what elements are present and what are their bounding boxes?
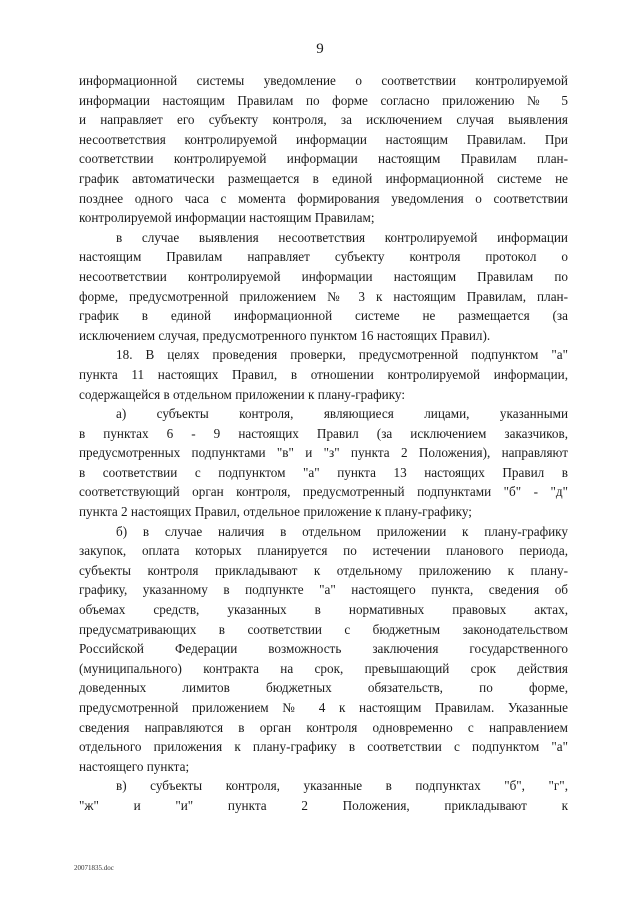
text-line: форме, предусмотренной приложением № 3 к настоящим Правилам, план- xyxy=(79,288,568,304)
text-line: в соответствии с подпунктом "а" пункта 13 настоящих Правил в xyxy=(79,464,568,480)
text-line: график в единой информационной системе не размещается (за xyxy=(79,308,568,324)
text-line: и направляет его субъекту контроля, за исключением случая выявления xyxy=(79,112,568,128)
text-line: пункта 11 настоящих Правил, в отношении контролируемой информации, xyxy=(79,366,568,382)
text-line: график автоматически размещается в единой информационной системе не xyxy=(79,170,568,186)
page-number: 9 xyxy=(316,41,324,57)
text-line: исключением случая, предусмотренного пунктом 16 настоящих Правил). xyxy=(79,327,491,343)
text-line: субъекты контроля прикладывают к отдельному приложению к плану- xyxy=(79,562,568,578)
text-line: информационной системы уведомление о соответствии контролируемой xyxy=(79,73,568,88)
paragraph xyxy=(79,228,568,346)
text-line: позднее одного часа с момента формирования уведомления о соответствии xyxy=(79,190,568,206)
text-line: несоответствии контролируемой информации настоящим Правилам по xyxy=(79,268,568,284)
text-line: контролируемой информации настоящим Правилам; xyxy=(79,210,375,226)
text-line: доведенных лимитов бюджетных обязательств, по форме, xyxy=(79,680,568,696)
text-line: соответствующий орган контроля, предусмотренный подпунктами "б" - "д" xyxy=(79,484,568,500)
footer-filename: 20071835.doc xyxy=(74,864,114,872)
text-line: 18. В целях проведения проверки, предусмотренной подпунктом "а" xyxy=(116,347,568,363)
text-line: объемах средств, указанных в нормативных правовых актах, xyxy=(79,602,568,618)
text-line: настоящего пункта; xyxy=(79,758,190,774)
text-line: в пунктах 6 - 9 настоящих Правил (за исключением заказчиков, xyxy=(79,425,568,441)
paragraph xyxy=(79,776,568,815)
text-line: сведения направляются в орган контроля одновременно с направлением xyxy=(79,719,568,735)
text-line: Российской Федерации возможность заключения государственного xyxy=(79,641,568,657)
text-line: в) субъекты контроля, указанные в подпунктах "б", "г", xyxy=(116,778,568,794)
document-body xyxy=(79,71,568,816)
paragraph xyxy=(79,404,568,522)
text-line: в случае выявления несоответствия контролируемой информации xyxy=(116,229,568,245)
text-line: графику, указанному в подпункте "а" настоящего пункта, сведения об xyxy=(79,582,568,598)
paragraph xyxy=(79,71,568,228)
text-line: предусмотренных подпунктами "в" и "з" пункта 2 Положения), направляют xyxy=(79,445,568,461)
text-line: несоответствия контролируемой информации настоящим Правилам. При xyxy=(79,131,568,147)
text-line: предусмотренной приложением № 4 к настоящим Правилам. Указанные xyxy=(79,700,568,715)
text-line: соответствии контролируемой информации настоящим Правилам план- xyxy=(79,151,568,167)
text-line: отдельного приложения к плану-графику в соответствии с подпунктом "а" xyxy=(79,739,568,755)
text-line: информации настоящим Правилам по форме согласно приложению № 5 xyxy=(79,92,568,108)
text-line: б) в случае наличия в отдельном приложении к плану-графику xyxy=(116,523,568,539)
text-line: "ж" и "и" пункта 2 Положения, прикладывают к xyxy=(79,797,568,813)
paragraph xyxy=(79,522,568,777)
text-line: содержащейся в отдельном приложении к плану-графику: xyxy=(79,386,406,402)
text-line: (муниципального) контракта на срок, превышающий срок действия xyxy=(79,660,568,676)
text-line: предусматривающих в соответствии с бюджетным законодательством xyxy=(79,621,568,637)
paragraph xyxy=(79,345,568,404)
text-line: закупок, оплата которых планируется по истечении планового периода, xyxy=(79,543,568,559)
text-line: настоящим Правилам направляет субъекту контроля протокол о xyxy=(79,249,568,265)
text-line: а) субъекты контроля, являющиеся лицами, указанными xyxy=(116,406,568,422)
text-line: пункта 2 настоящих Правил, отдельное приложение к плану-графику; xyxy=(79,504,472,520)
